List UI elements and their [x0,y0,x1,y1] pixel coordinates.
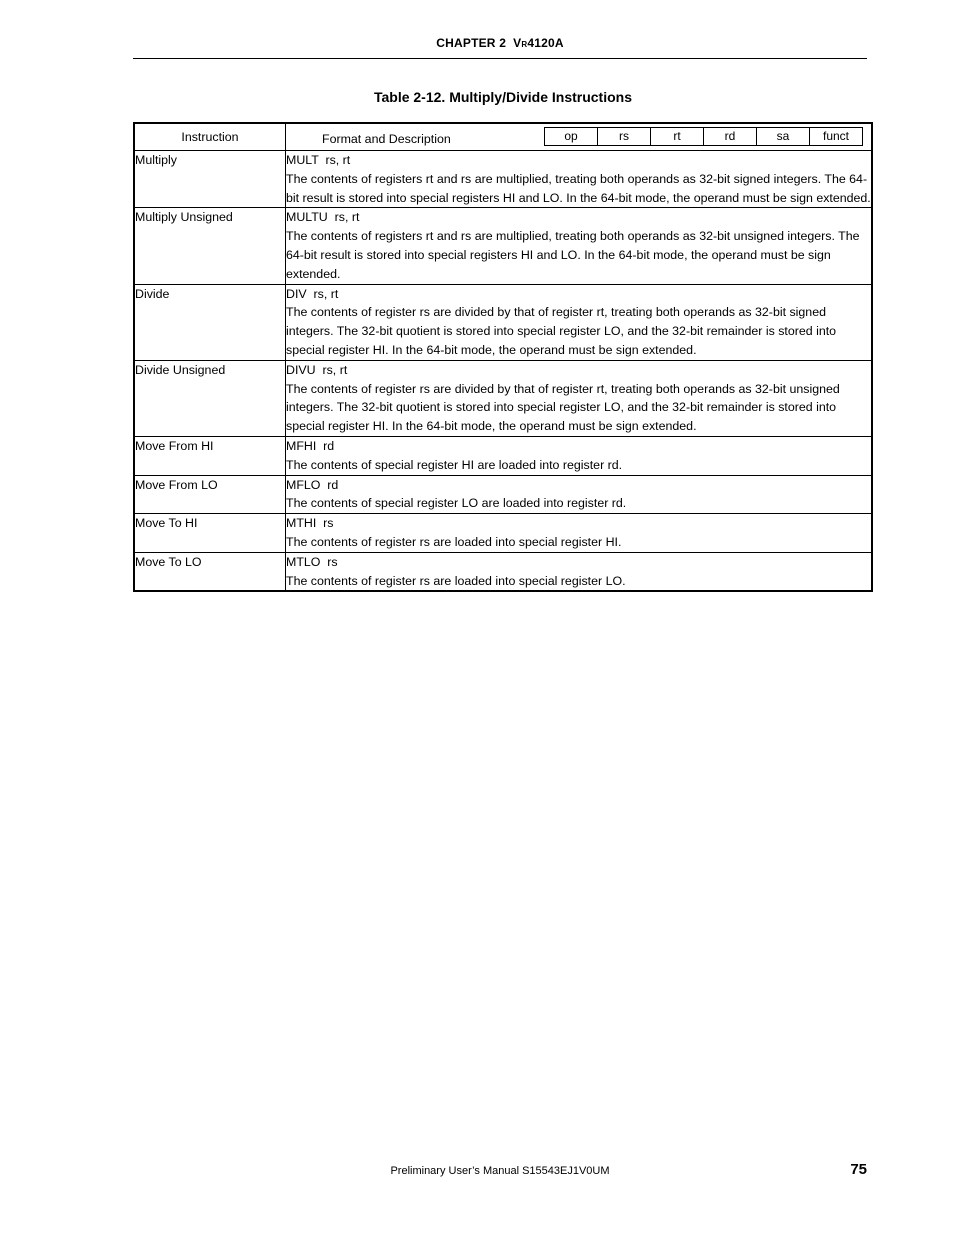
footer-manual-id: Preliminary User’s Manual S15543EJ1V0UM [390,1165,610,1177]
field-funct: funct [809,128,862,145]
table-row [134,360,872,436]
instruction-description: The contents of register rs are loaded into special register LO. [286,573,626,588]
instruction-format: DIVU rs, rt [286,362,348,377]
table-title: Table 2-12. Multiply/Divide Instructions [373,89,632,105]
instruction-description: The contents of register rs are loaded into special register HI. [286,534,622,549]
instruction-format: DIV rs, rt [286,286,339,301]
instruction-detail [286,284,873,360]
table-row [134,436,872,475]
instruction-name: Move From LO [134,475,286,514]
instruction-name: Move From HI [134,436,286,475]
instruction-detail [286,436,873,475]
instruction-description: The contents of register rs are divided by that of register rt, treating both operands as 32-bit signed integers. The 32-bit quotient is stored into special register LO, and the 32-bit remainder is stored into special register HI. In the 64-bit mode, the operand must be sign extended. [286,305,837,357]
instruction-format: MTLO rs [286,554,338,569]
instruction-description: The contents of registers rt and rs are multiplied, treating both operands as 32-bit signed integers. The 64-bit result is stored into special registers HI and LO. In the 64-bit mode, the operand must be sign extended. [286,171,871,205]
instruction-description: The contents of special register LO are loaded into register rd. [286,496,627,511]
instruction-format: MTHI rs [286,516,334,531]
instruction-format: MULT rs, rt [286,153,351,167]
header-rule [133,58,867,59]
table-row [134,552,872,591]
instruction-name: Divide [134,284,286,360]
instruction-fields [544,127,863,146]
column-header-instruction: Instruction [134,123,286,151]
instruction-detail [286,514,873,553]
field-op: op [564,129,578,143]
instruction-name: Divide Unsigned [134,360,286,436]
column-header-format [286,123,873,151]
instruction-name: Move To HI [134,514,286,553]
format-header-label: Format and Description [322,132,451,146]
table-row [134,151,872,208]
field-rs: rs [597,128,650,145]
instruction-detail [286,475,873,514]
table-header-row [134,123,872,151]
instruction-detail [286,360,873,436]
instruction-name: Multiply [134,151,286,208]
table-row [134,514,872,553]
field-sa: sa [756,128,809,145]
table-row [134,475,872,514]
instruction-detail [286,552,873,591]
instruction-format: MFHI rd [286,438,335,453]
instruction-table [133,122,873,592]
page-number: 75 [850,1161,867,1178]
table-row [134,284,872,360]
instruction-description: The contents of registers rt and rs are multiplied, treating both operands as 32-bit unsigned integers. The 64-bit result is stored into special registers HI and LO. In the 64-bit mode, the operand must be sign extended. [286,229,860,281]
chip-name: VR4120A [513,36,564,50]
table-row [134,208,872,284]
chapter-header [133,36,867,50]
instruction-format: MULTU rs, rt [286,210,360,225]
instruction-name: Multiply Unsigned [134,208,286,284]
chapter-label: CHAPTER 2 [436,36,507,50]
field-rd: rd [703,128,756,145]
instruction-description: The contents of register rs are divided by that of register rt, treating both operands as 32-bit unsigned integers. The 32-bit quotient is stored into special register LO, and the 32-bit remainder is stored into special register HI. In the 64-bit mode, the operand must be sign extended. [286,381,840,434]
instruction-detail [286,151,873,208]
instruction-description: The contents of special register HI are loaded into register rd. [286,457,623,472]
instruction-name: Move To LO [134,552,286,591]
field-rt: rt [650,128,703,145]
instruction-format: MFLO rd [286,477,339,492]
instruction-detail [286,208,873,284]
